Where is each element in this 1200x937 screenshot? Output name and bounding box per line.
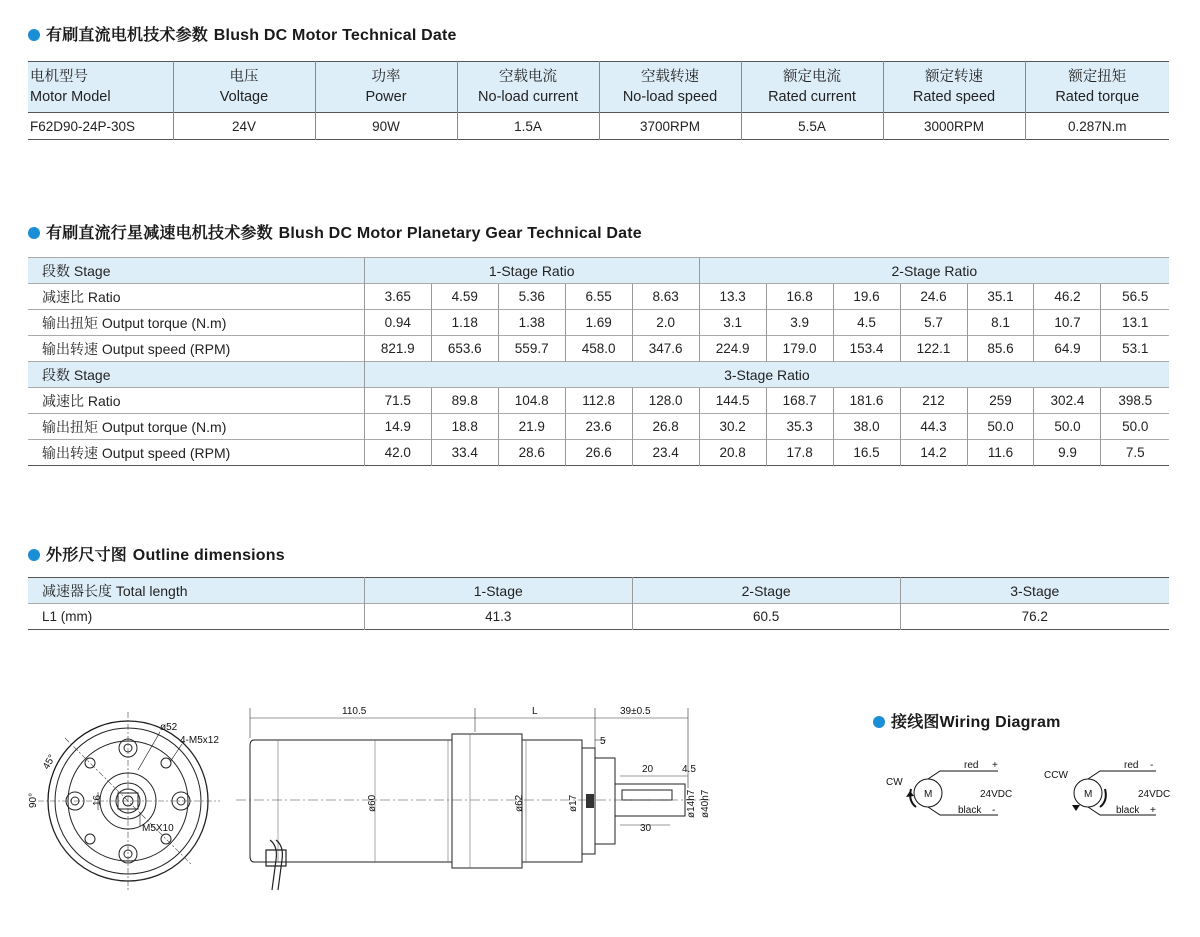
motor-header-row [28, 62, 1169, 113]
table-cell: 347.6 [632, 336, 699, 362]
dim-20: 20 [642, 764, 654, 775]
table-cell: 21.9 [498, 414, 565, 440]
dim-d60: ø60 [367, 794, 378, 812]
table-cell: 50.0 [1034, 414, 1101, 440]
dim-d14: ø14h7 [686, 789, 697, 818]
table-cell: 17.8 [766, 440, 833, 466]
table-cell: 42.0 [364, 440, 431, 466]
speed-row-label: 输出转速 Output speed (RPM) [28, 336, 364, 362]
table-cell: 35.1 [967, 284, 1034, 310]
dim-5: 5 [600, 736, 606, 747]
plus-ccw: + [1150, 805, 1156, 816]
l1-label: L1 (mm) [28, 604, 364, 630]
bullet-icon [28, 29, 40, 41]
bullet-icon [28, 549, 40, 561]
header-rated-current: 额定电流 Rated current [741, 62, 883, 113]
red-wire-cw: red [964, 760, 979, 771]
dim-d17: ø17 [568, 794, 579, 812]
wiring-title-cn: 接线图 [891, 712, 940, 731]
torque-row [28, 414, 1169, 440]
motor-title-cn: 有刷直流电机技术参数 [46, 25, 209, 44]
dim-30: 30 [640, 823, 652, 834]
table-cell: 653.6 [431, 336, 498, 362]
torque-row-label: 输出扭矩 Output torque (N.m) [28, 414, 364, 440]
torque-row [28, 310, 1169, 336]
table-cell: 24.6 [900, 284, 967, 310]
minus-cw: - [992, 805, 996, 816]
dim-m5x10: M5X10 [142, 823, 174, 834]
table-cell: 144.5 [699, 388, 766, 414]
table-cell: 559.7 [498, 336, 565, 362]
table-cell: 26.6 [565, 440, 632, 466]
ratio-row-label: 减速比 Ratio [28, 284, 364, 310]
table-cell: 1.38 [498, 310, 565, 336]
table-cell: 5.5A [741, 113, 883, 140]
speed-row [28, 336, 1169, 362]
black-wire-cw: black [958, 805, 982, 816]
table-cell: 20.8 [699, 440, 766, 466]
table-cell: 9.9 [1034, 440, 1101, 466]
motor-data-row [28, 113, 1169, 140]
table-cell: 179.0 [766, 336, 833, 362]
ccw-label: CCW [1044, 770, 1068, 781]
gear-title-en: Blush DC Motor Planetary Gear Technical Date [278, 225, 642, 242]
table-cell: 168.7 [766, 388, 833, 414]
table-cell: 5.7 [900, 310, 967, 336]
table-cell: 302.4 [1034, 388, 1101, 414]
cw-label: CW [886, 777, 903, 788]
dim-45deg: 45° [41, 752, 59, 772]
table-cell: 53.1 [1101, 336, 1169, 362]
table-cell: 1.69 [565, 310, 632, 336]
table-cell: 0.287N.m [1025, 113, 1169, 140]
dim-d52: ø52 [160, 722, 178, 733]
table-cell: 46.2 [1034, 284, 1101, 310]
table-cell: 90W [315, 113, 457, 140]
table-cell: 4.5 [833, 310, 900, 336]
table-cell: 14.9 [364, 414, 431, 440]
table-cell: 19.6 [833, 284, 900, 310]
motor-symbol-cw: M [924, 789, 933, 800]
table-cell: 3.1 [699, 310, 766, 336]
dim-110-5: 110.5 [342, 706, 367, 717]
table-cell: 122.1 [900, 336, 967, 362]
front-view-drawing [20, 700, 230, 900]
table-cell: 8.1 [967, 310, 1034, 336]
torque-row-label: 输出扭矩 Output torque (N.m) [28, 310, 364, 336]
table-cell: 30.2 [699, 414, 766, 440]
gear-spec-table [28, 257, 1169, 466]
header-3-stage: 3-Stage [900, 578, 1169, 604]
table-cell: 212 [900, 388, 967, 414]
table-cell: 13.1 [1101, 310, 1169, 336]
plus-cw: + [992, 760, 998, 771]
stage-label: 段数 Stage [28, 362, 364, 388]
bullet-icon [28, 227, 40, 239]
outline-data-row [28, 604, 1169, 630]
motor-symbol-ccw: M [1084, 789, 1093, 800]
table-cell: 112.8 [565, 388, 632, 414]
table-cell: 4.59 [431, 284, 498, 310]
table-cell: 5.36 [498, 284, 565, 310]
table-cell: 24V [173, 113, 315, 140]
dim-39: 39±0.5 [620, 706, 651, 717]
table-cell: 64.9 [1034, 336, 1101, 362]
dim-16: 16 [92, 794, 103, 806]
motor-section-title [28, 22, 457, 45]
table-cell: 85.6 [967, 336, 1034, 362]
table-cell: 1.18 [431, 310, 498, 336]
table-cell: 224.9 [699, 336, 766, 362]
header-motor-model: 电机型号 Motor Model [28, 62, 173, 113]
header-1-stage: 1-Stage [364, 578, 632, 604]
table-cell: 76.2 [900, 604, 1169, 630]
wiring-section-title [873, 709, 1061, 732]
dim-90deg: 90° [28, 792, 39, 808]
table-cell: 89.8 [431, 388, 498, 414]
dim-4-5: 4.5 [682, 764, 696, 775]
table-cell: 128.0 [632, 388, 699, 414]
table-cell: 11.6 [967, 440, 1034, 466]
stage-ratio-header: 2-Stage Ratio [699, 258, 1169, 284]
table-cell: 3.9 [766, 310, 833, 336]
table-cell: 35.3 [766, 414, 833, 440]
bullet-icon [873, 716, 885, 728]
speed-row [28, 440, 1169, 466]
dim-l: L [532, 706, 538, 717]
gear-title-cn: 有刷直流行星减速电机技术参数 [46, 223, 273, 242]
voltage-cw: 24VDC [980, 789, 1013, 800]
voltage-ccw: 24VDC [1138, 789, 1171, 800]
header-power: 功率 Power [315, 62, 457, 113]
table-cell: 3000RPM [883, 113, 1025, 140]
table-cell: 3700RPM [599, 113, 741, 140]
table-cell: 458.0 [565, 336, 632, 362]
minus-ccw: - [1150, 760, 1154, 771]
stage-label: 段数 Stage [28, 258, 364, 284]
speed-row-label: 输出转速 Output speed (RPM) [28, 440, 364, 466]
stage-header-row [28, 362, 1169, 388]
table-cell: 1.5A [457, 113, 599, 140]
table-cell: 23.6 [565, 414, 632, 440]
total-length-label: 减速器长度 Total length [28, 578, 364, 604]
header-noload-current: 空载电流 No-load current [457, 62, 599, 113]
table-cell: 181.6 [833, 388, 900, 414]
table-cell: 153.4 [833, 336, 900, 362]
header-voltage: 电压 Voltage [173, 62, 315, 113]
motor-spec-table [28, 61, 1169, 140]
ratio-row-label: 减速比 Ratio [28, 388, 364, 414]
outline-section-title [28, 542, 285, 565]
table-cell: 3.65 [364, 284, 431, 310]
table-cell: 398.5 [1101, 388, 1169, 414]
black-wire-ccw: black [1116, 805, 1140, 816]
stage-header-row [28, 258, 1169, 284]
table-cell: 50.0 [967, 414, 1034, 440]
motor-title-en: Blush DC Motor Technical Date [213, 27, 457, 44]
header-rated-speed: 额定转速 Rated speed [883, 62, 1025, 113]
table-cell: 7.5 [1101, 440, 1169, 466]
header-noload-speed: 空载转速 No-load speed [599, 62, 741, 113]
table-cell: 71.5 [364, 388, 431, 414]
header-2-stage: 2-Stage [632, 578, 900, 604]
stage-ratio-header: 1-Stage Ratio [364, 258, 699, 284]
dim-m5x12: 4-M5x12 [180, 735, 219, 746]
table-cell: 56.5 [1101, 284, 1169, 310]
table-cell: 13.3 [699, 284, 766, 310]
table-cell: 16.5 [833, 440, 900, 466]
table-cell: 60.5 [632, 604, 900, 630]
table-cell: 2.0 [632, 310, 699, 336]
red-wire-ccw: red [1124, 760, 1139, 771]
outline-header-row [28, 578, 1169, 604]
table-cell: 6.55 [565, 284, 632, 310]
table-cell: 0.94 [364, 310, 431, 336]
table-cell: 104.8 [498, 388, 565, 414]
ratio-row [28, 284, 1169, 310]
dim-d62: ø62 [514, 794, 525, 812]
table-cell: 50.0 [1101, 414, 1169, 440]
table-cell: F62D90-24P-30S [28, 113, 173, 140]
gear-section-title [28, 220, 642, 243]
table-cell: 18.8 [431, 414, 498, 440]
table-cell: 16.8 [766, 284, 833, 310]
table-cell: 14.2 [900, 440, 967, 466]
side-view-drawing [230, 700, 720, 915]
outline-title-en: Outline dimensions [132, 547, 285, 564]
wiring-diagram [880, 755, 1180, 835]
header-rated-torque: 额定扭矩 Rated torque [1025, 62, 1169, 113]
wiring-title-en: Wiring Diagram [939, 714, 1061, 731]
stage-ratio-header: 3-Stage Ratio [364, 362, 1169, 388]
table-cell: 38.0 [833, 414, 900, 440]
table-cell: 821.9 [364, 336, 431, 362]
dim-d40: ø40h7 [700, 789, 711, 818]
table-cell: 41.3 [364, 604, 632, 630]
table-cell: 33.4 [431, 440, 498, 466]
table-cell: 259 [967, 388, 1034, 414]
outline-title-cn: 外形尺寸图 [46, 545, 128, 564]
outline-length-table [28, 577, 1169, 630]
table-cell: 8.63 [632, 284, 699, 310]
table-cell: 23.4 [632, 440, 699, 466]
table-cell: 28.6 [498, 440, 565, 466]
table-cell: 10.7 [1034, 310, 1101, 336]
table-cell: 44.3 [900, 414, 967, 440]
table-cell: 26.8 [632, 414, 699, 440]
ratio-row [28, 388, 1169, 414]
